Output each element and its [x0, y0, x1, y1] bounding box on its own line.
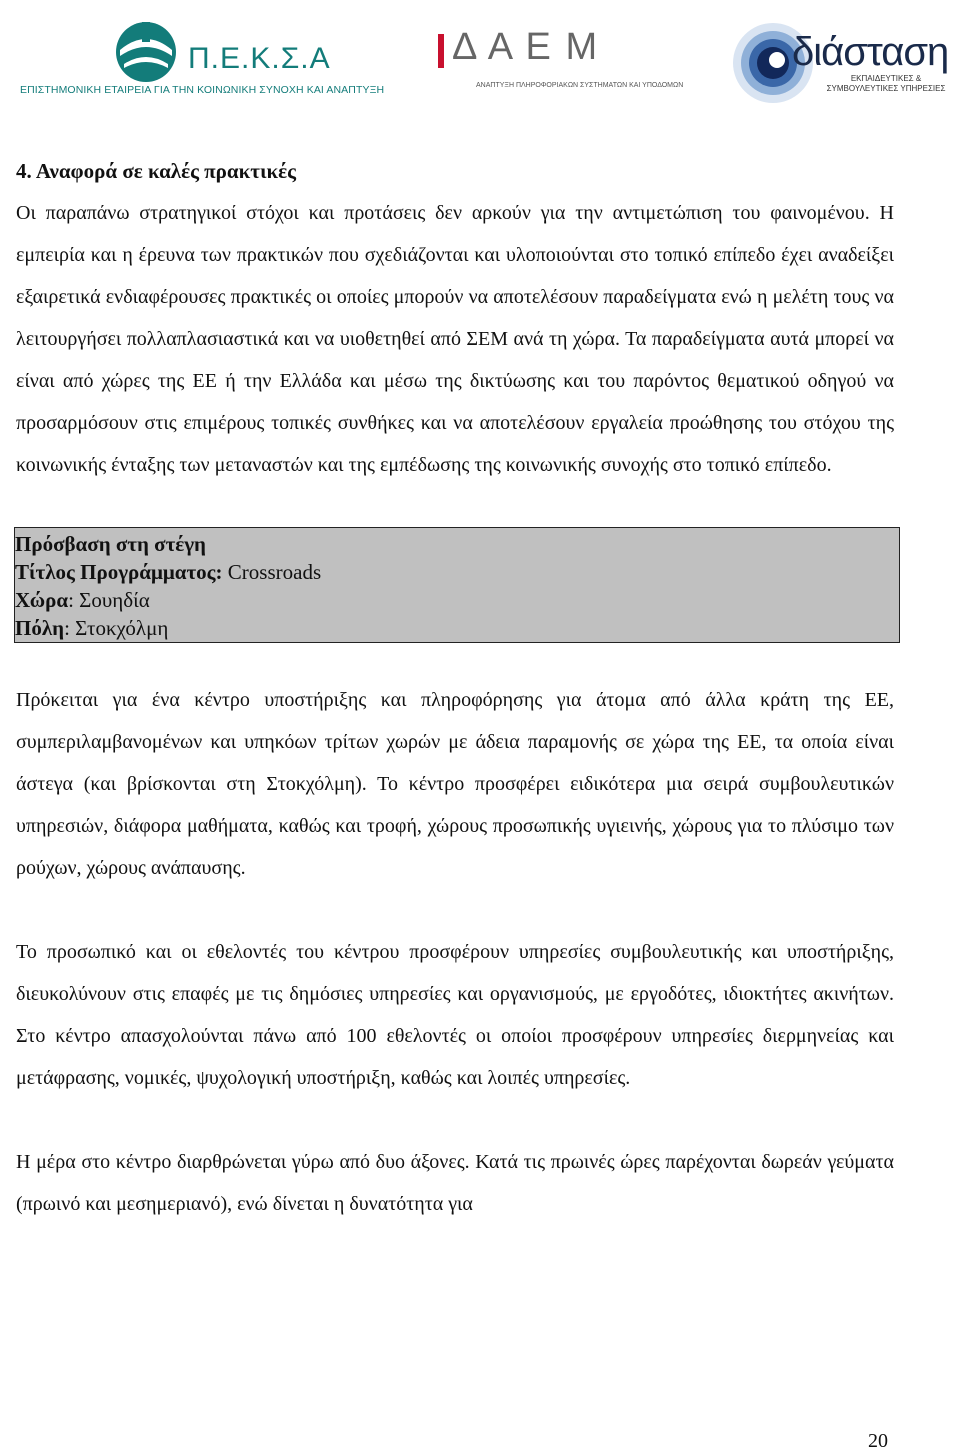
program-theme	[15, 530, 899, 558]
program-country-row	[15, 586, 899, 614]
program-city-row	[15, 614, 899, 642]
program-city-label: Πόλη	[15, 616, 65, 640]
document-body	[16, 150, 894, 1225]
spacer	[16, 889, 894, 931]
body-paragraph-3: Η μέρα στο κέντρο διαρθρώνεται γύρω από δυο άξονες. Κατά τις πρωινές ώρες παρέχονται δωρεάν γεύματα (πρωινό και μεσημεριανό), ενώ δίνεται η δυνατότητα για	[16, 1151, 894, 1215]
daem-logo	[438, 24, 684, 96]
program-info-box	[14, 527, 900, 643]
program-title-value: Crossroads	[222, 560, 322, 584]
program-country-value: : Σουηδία	[68, 588, 150, 612]
program-country-label: Χώρα	[15, 588, 69, 612]
program-theme-title: Πρόσβαση στη στέγη	[15, 532, 206, 556]
page-number: 20	[868, 1430, 888, 1452]
daem-logo-name: Δ Α Ε Μ	[452, 26, 600, 68]
pekssa-emblem-icon	[114, 20, 178, 84]
daem-logo-tagline: ΑΝΑΠΤΥΞΗ ΠΛΗΡΟΦΟΡΙΑΚΩΝ ΣΥΣΤΗΜΑΤΩΝ ΚΑΙ ΥΠΟΔΟΜΩΝ	[476, 82, 684, 89]
spacer	[16, 1099, 894, 1141]
diastasi-logo-tagline: ΕΚΠΑΙΔΕΥΤΙΚΕΣ & ΣΥΜΒΟΥΛΕΥΤΙΚΕΣ ΥΠΗΡΕΣΙΕΣ	[826, 74, 946, 93]
intro-paragraph: Οι παραπάνω στρατηγικοί στόχοι και προτάσεις δεν αρκούν για την αντιμετώπιση του φαινομένου. Η εμπειρία και η έρευνα των πρακτικών που σχεδιάζονται και υλοποιούνται στο τοπικό επίπεδο έχει αναδείξει εξαιρετικά ενδιαφέρουσες πρακτικές οι οποίες μπορούν να αποτελέσουν παραδείγματα ενώ η μελέτη τους να λειτουργήσει πολλαπλασιαστικά και να υιοθετηθεί από ΣΕΜ ανά τη χώρα. Τα παραδείγματα αυτά μπορεί να είναι από χώρες της ΕΕ ή την Ελλάδα και μέσω της δικτύωσης και του παρόντος θεματικού οδηγού να προσαρμόσουν στις επιμέρους τοπικές συνθήκες και να αποτελέσουν εργαλεία προώθησης του στόχου της κοινωνικής ένταξης των μεταναστών και της εμπέδωσης της κοινωνικής συνοχής στο τοπικό επίπεδο.	[16, 202, 894, 476]
pekssa-logo-name: Π.Ε.Κ.Σ.Α	[188, 42, 331, 75]
program-title-label: Τίτλος Προγράμματος:	[15, 560, 223, 584]
diastasi-logo	[716, 8, 956, 108]
program-city-value: : Στοκχόλμη	[64, 616, 169, 640]
daem-logo-accent	[438, 34, 444, 68]
body-paragraph-2: Το προσωπικό και οι εθελοντές του κέντρου προσφέρουν υπηρεσίες συμβουλευτικής και υποστήριξης, διευκολύνουν στις επαφές με τις δημόσιες υπηρεσίες και οργανισμούς, με εργοδότες, ιδιοκτήτες ακινήτων. Στο κέντρο απασχολούνται πάνω από 100 εθελοντές οι οποίοι προσφέρουν υπηρεσίες διερμηνείας και μετάφρασης, νομικές, ψυχολογική υποστήριξη, καθώς και λοιπές υπηρεσίες.	[16, 941, 894, 1089]
program-title-row	[15, 558, 899, 586]
diastasi-logo-name: διάσταση	[792, 30, 949, 74]
section-heading: 4. Αναφορά σε καλές πρακτικές	[16, 159, 296, 183]
body-paragraph-1: Πρόκειται για ένα κέντρο υποστήριξης και πληροφόρησης για άτομα από άλλα κράτη της ΕΕ, συμπεριλαμβανομένων και υπηκόων τρίτων χωρών με άδεια παραμονής σε χώρα της ΕΕ, τα οποία είναι άστεγα (και βρίσκονται στη Στοκχόλμη). Το κέντρο προσφέρει ειδικότερα μια σειρά συμβουλευτικών υπηρεσιών, διάφορα μαθήματα, καθώς και τροφή, χώρους προσωπικής υγιεινής, χώρους για το πλύσιμο των ρούχων, χώρους ανάπαυσης.	[16, 689, 894, 879]
pekssa-logo-tagline: ΕΠΙΣΤΗΜΟΝΙΚΗ ΕΤΑΙΡΕΙΑ ΓΙΑ ΤΗΝ ΚΟΙΝΩΝΙΚΗ ΣΥΝΟΧΗ ΚΑΙ ΑΝΑΠΤΥΞΗ	[20, 84, 385, 96]
pekssa-logo	[18, 14, 390, 106]
spacer	[16, 643, 894, 679]
